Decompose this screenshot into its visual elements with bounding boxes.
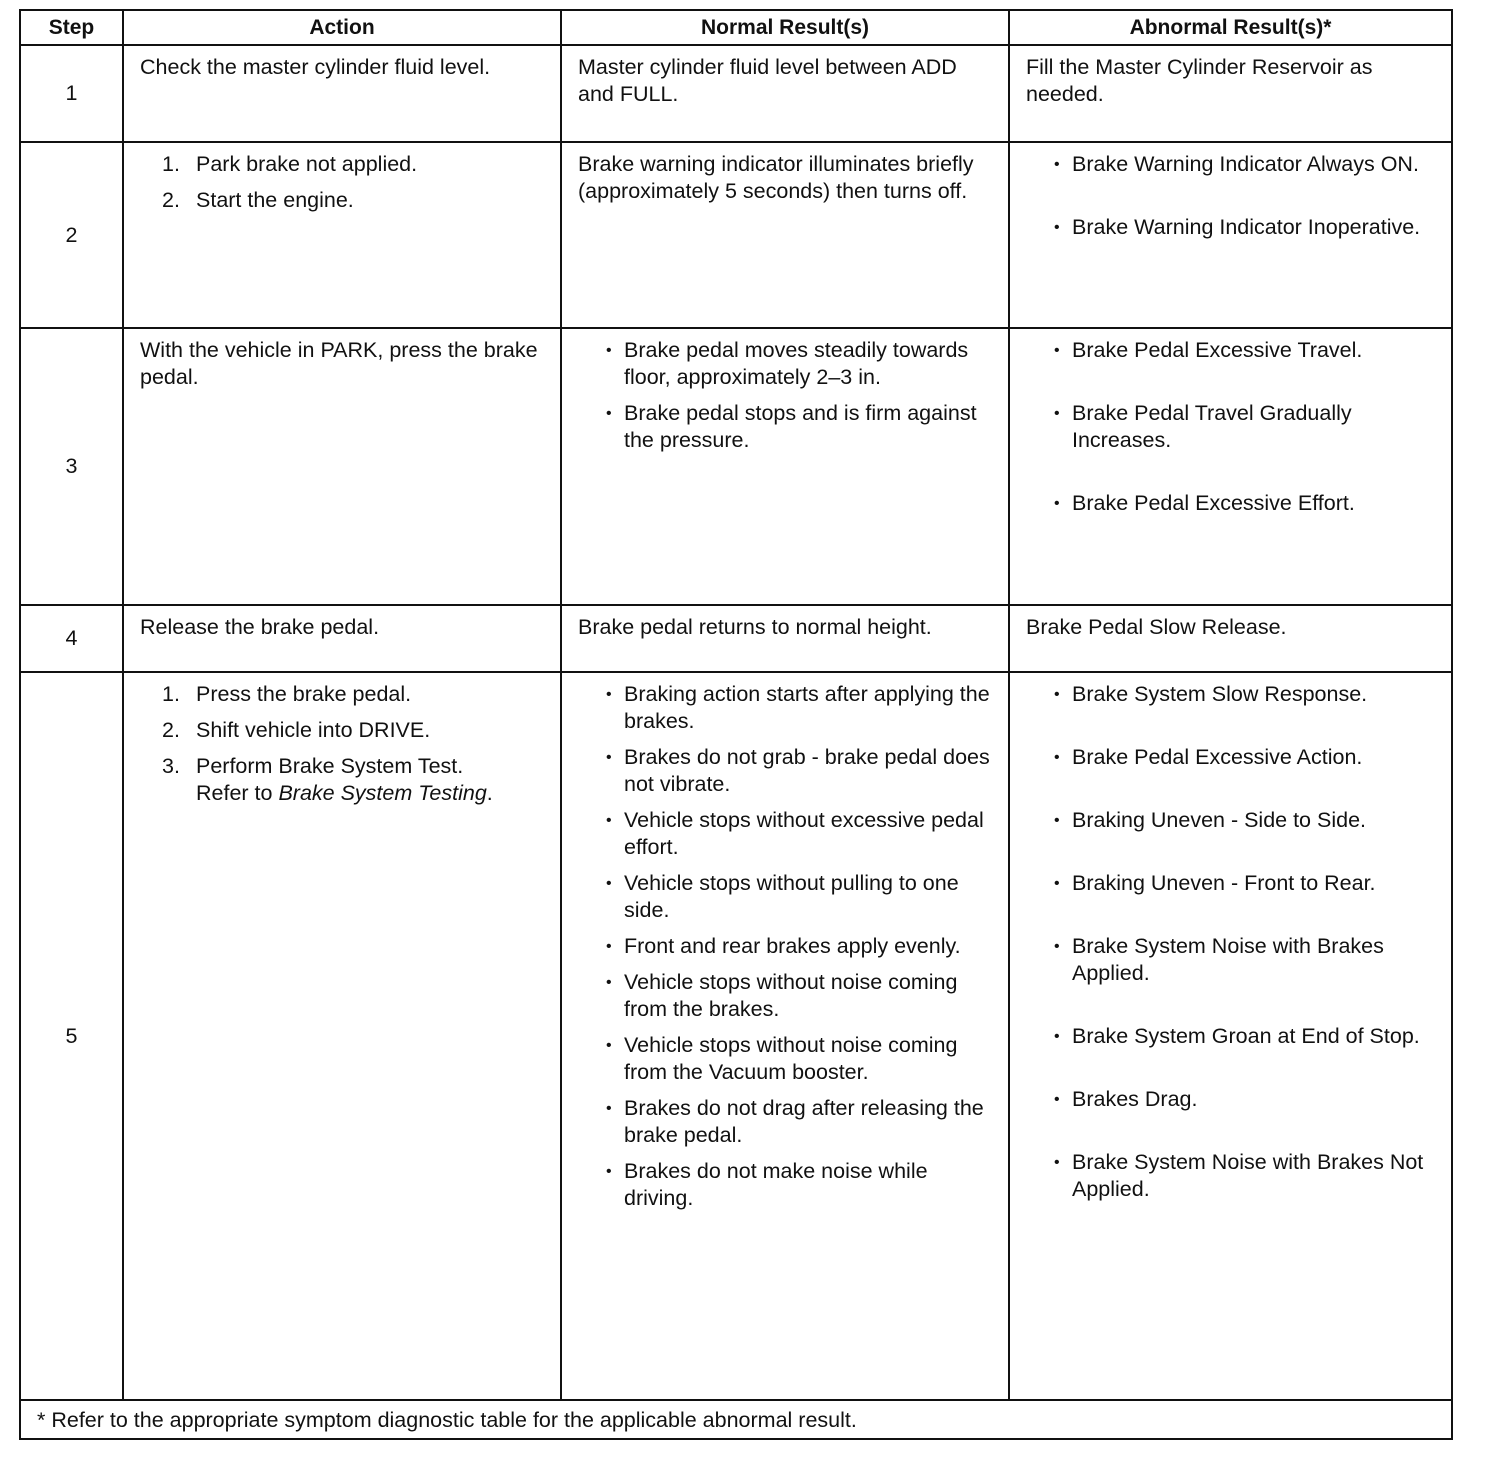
- bullet-icon: •: [606, 1163, 612, 1180]
- header-normal-results: Normal Result(s): [561, 10, 1009, 45]
- step-number: 3: [20, 328, 123, 605]
- bullet-icon: •: [1054, 1154, 1060, 1171]
- list-item: • Brakes do not make noise while driving.: [606, 1159, 928, 1210]
- brake-diagnostic-table: [19, 9, 1453, 1440]
- bullet-icon: •: [1054, 749, 1060, 766]
- normal-cell: [561, 45, 1009, 142]
- abnormal-cell: [1009, 45, 1452, 142]
- abnormal-cell: [1009, 328, 1452, 605]
- normal-list: [578, 681, 994, 1212]
- list-item: • Brakes do not grab - brake pedal does not vibrate.: [606, 745, 990, 796]
- abnormal-text: Brake Pedal Slow Release.: [1026, 615, 1287, 639]
- list-item: • Brake Pedal Travel Gradually Increases.: [1054, 401, 1352, 452]
- action-text: Check the master cylinder fluid level.: [140, 55, 491, 79]
- list-item: 1. Park brake not applied.: [162, 152, 418, 176]
- list-item: • Brake System Slow Response.: [1054, 682, 1368, 706]
- step-number: 2: [20, 142, 123, 328]
- bullet-icon: •: [1054, 1028, 1060, 1045]
- list-item: • Brakes Drag.: [1054, 1087, 1198, 1111]
- bullet-icon: •: [1054, 156, 1060, 173]
- normal-text: Master cylinder fluid level between ADD and FULL.: [578, 55, 957, 106]
- normal-text: Brake warning indicator illuminates briefly (approximately 5 seconds) then turns off.: [578, 152, 974, 203]
- abnormal-cell: [1009, 672, 1452, 1400]
- normal-list: [578, 337, 994, 454]
- action-text: With the vehicle in PARK, press the brake pedal.: [140, 338, 538, 389]
- list-item: • Vehicle stops without noise coming from the brakes.: [606, 970, 958, 1021]
- list-item: 3. Perform Brake System Test. Refer to Brake System Testing.: [162, 754, 493, 805]
- header-abnormal-results: Abnormal Result(s)*: [1009, 10, 1452, 45]
- abnormal-list: [1026, 151, 1437, 241]
- list-item: • Brake Warning Indicator Always ON.: [1054, 152, 1419, 176]
- bullet-icon: •: [606, 405, 612, 422]
- list-item: • Braking action starts after applying the brakes.: [606, 682, 990, 733]
- abnormal-list: [1026, 681, 1437, 1203]
- bullet-icon: •: [1054, 495, 1060, 512]
- bullet-icon: •: [606, 974, 612, 991]
- normal-text: Brake pedal returns to normal height.: [578, 615, 932, 639]
- abnormal-text: Fill the Master Cylinder Reservoir as needed.: [1026, 55, 1373, 106]
- bullet-icon: •: [1054, 875, 1060, 892]
- action-cell: [123, 605, 561, 672]
- bullet-icon: •: [606, 749, 612, 766]
- bullet-icon: •: [1054, 938, 1060, 955]
- list-item: • Brake pedal stops and is firm against the pressure.: [606, 401, 977, 452]
- bullet-icon: •: [1054, 686, 1060, 703]
- table-row: [20, 605, 1452, 672]
- list-item: 2. Start the engine.: [162, 188, 354, 212]
- footnote: * Refer to the appropriate symptom diagnostic table for the applicable abnormal result.: [20, 1400, 1452, 1439]
- list-item: 1. Press the brake pedal.: [162, 682, 412, 706]
- header-action: Action: [123, 10, 561, 45]
- bullet-icon: •: [606, 686, 612, 703]
- abnormal-cell: [1009, 142, 1452, 328]
- bullet-icon: •: [1054, 219, 1060, 236]
- list-item: • Braking Uneven - Front to Rear.: [1054, 871, 1376, 895]
- bullet-icon: •: [606, 812, 612, 829]
- list-item: • Brakes do not drag after releasing the brake pedal.: [606, 1096, 984, 1147]
- normal-cell: [561, 142, 1009, 328]
- list-item: • Brake pedal moves steadily towards floor, approximately 2–3 in.: [606, 338, 969, 389]
- action-cell: [123, 45, 561, 142]
- bullet-icon: •: [606, 938, 612, 955]
- list-item: 2. Shift vehicle into DRIVE.: [162, 718, 431, 742]
- action-cell: [123, 142, 561, 328]
- bullet-icon: •: [606, 1037, 612, 1054]
- bullet-icon: •: [606, 342, 612, 359]
- abnormal-cell: [1009, 605, 1452, 672]
- bullet-icon: •: [1054, 812, 1060, 829]
- bullet-icon: •: [606, 1100, 612, 1117]
- bullet-icon: •: [1054, 405, 1060, 422]
- action-text: Release the brake pedal.: [140, 615, 380, 639]
- list-item: • Front and rear brakes apply evenly.: [606, 934, 961, 958]
- table-row: [20, 328, 1452, 605]
- bullet-icon: •: [606, 875, 612, 892]
- bullet-icon: •: [1054, 342, 1060, 359]
- table-row: [20, 672, 1452, 1400]
- list-item: • Braking Uneven - Side to Side.: [1054, 808, 1366, 832]
- action-steps-list: [140, 681, 546, 807]
- list-item: • Vehicle stops without pulling to one side.: [606, 871, 959, 922]
- list-item: • Brake Pedal Excessive Effort.: [1054, 491, 1355, 515]
- list-item: • Vehicle stops without noise coming from the Vacuum booster.: [606, 1033, 958, 1084]
- step-number: 5: [20, 672, 123, 1400]
- normal-cell: [561, 605, 1009, 672]
- header-row: [20, 10, 1452, 45]
- normal-cell: [561, 328, 1009, 605]
- action-steps-list: [140, 151, 546, 214]
- list-item: • Vehicle stops without excessive pedal effort.: [606, 808, 984, 859]
- table-row: [20, 142, 1452, 328]
- abnormal-list: [1026, 337, 1437, 517]
- action-cell: [123, 672, 561, 1400]
- header-step: Step: [20, 10, 123, 45]
- list-item: • Brake Warning Indicator Inoperative.: [1054, 215, 1421, 239]
- list-item: • Brake Pedal Excessive Action.: [1054, 745, 1363, 769]
- normal-cell: [561, 672, 1009, 1400]
- list-item: • Brake System Noise with Brakes Applied.: [1054, 934, 1384, 985]
- list-item: • Brake System Noise with Brakes Not Applied.: [1054, 1150, 1424, 1201]
- bullet-icon: •: [1054, 1091, 1060, 1108]
- step-number: 4: [20, 605, 123, 672]
- reference-link-text: Brake System Testing: [278, 781, 487, 805]
- list-item: • Brake Pedal Excessive Travel.: [1054, 338, 1363, 362]
- footnote-row: [20, 1400, 1452, 1439]
- table-row: [20, 45, 1452, 142]
- list-item: • Brake System Groan at End of Stop.: [1054, 1024, 1420, 1048]
- action-cell: [123, 328, 561, 605]
- step-number: 1: [20, 45, 123, 142]
